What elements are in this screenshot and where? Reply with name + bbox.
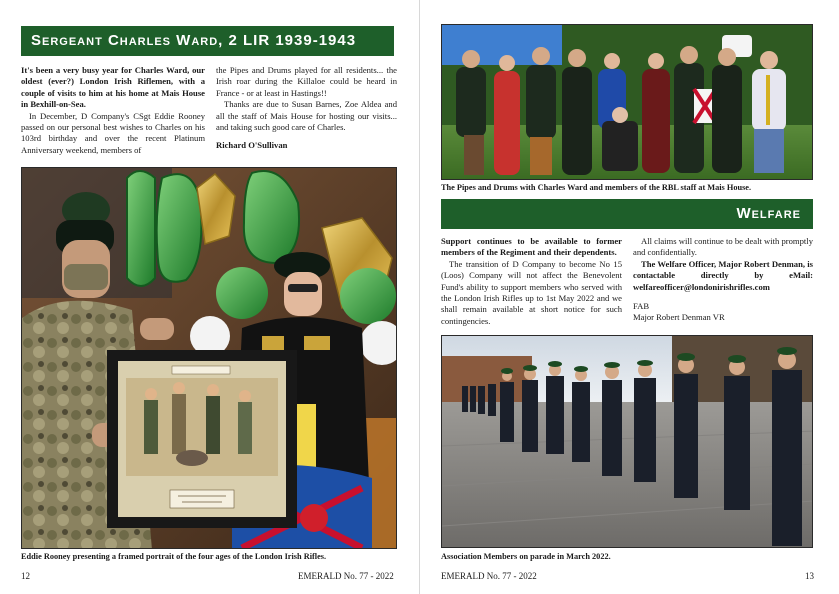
portrait-presentation-photo xyxy=(21,167,397,549)
left-page xyxy=(0,0,419,594)
article-column-2 xyxy=(216,65,397,152)
article-lead: It's been a very busy year for Charles Ward, our oldest (ever?) London Irish Riflemen, with a couple of visits to him at his home at Mais House in Bexhill-on-Sea. xyxy=(21,65,205,110)
article-title-banner xyxy=(21,26,394,56)
photo-illustration xyxy=(442,25,813,180)
article-signature: Richard O'Sullivan xyxy=(216,140,288,151)
article-paragraph-2: Thanks are due to Susan Barnes, Zoe Aldea and all the staff of Mais House for hosting our visits... and taking such good care of Charles. xyxy=(216,99,397,133)
welfare-title-banner xyxy=(441,199,813,229)
welfare-title: Welfare xyxy=(736,205,801,222)
welfare-paragraph-1: The transition of D Company to become No 15 (Loos) Company will not affect the Benevolent Fund's ability to support members who served with the London Irish Rifles up to 1st May 2022 and we shall remain available at short notice for such contingencies. xyxy=(441,258,622,326)
welfare-contact: The Welfare Officer, Major Robert Denman, is contactable directly by eMail: welfareofficer@londonirishrifles.com xyxy=(633,258,813,292)
left-page-number: 12 xyxy=(21,571,30,581)
welfare-sign-initials: FAB xyxy=(633,301,650,312)
welfare-lead: Support continues to be available to former members of the Regiment and their dependents. xyxy=(441,236,622,258)
photo-illustration xyxy=(22,168,397,549)
right-page xyxy=(420,0,839,594)
welfare-column-1 xyxy=(441,236,622,327)
welfare-paragraph-2: All claims will continue to be dealt with promptly and confidentially. xyxy=(633,236,813,258)
pipes-and-drums-caption: The Pipes and Drums with Charles Ward and members of the RBL staff at Mais House. xyxy=(441,183,752,192)
article-title: Sergeant Charles Ward, 2 LIR 1939-1943 xyxy=(31,32,357,49)
association-parade-photo xyxy=(441,335,813,548)
photo-illustration xyxy=(442,336,813,548)
welfare-sign-name: Major Robert Denman VR xyxy=(633,312,725,323)
association-parade-caption: Association Members on parade in March 2022. xyxy=(441,552,611,561)
article-paragraph-1-continued: the Pipes and Drums played for all residents... the Irish roar during the Killaloe could be heard in France - or at least in Hastings!! xyxy=(216,65,397,98)
right-page-publication: EMERALD No. 77 - 2022 xyxy=(441,571,537,581)
left-page-publication: EMERALD No. 77 - 2022 xyxy=(298,571,394,581)
article-paragraph-1: In December, D Company's CSgt Eddie Rooney passed on our personal best wishes to Charles on his 103rd birthday and over the recent Platinum Anniversary weekend, members of xyxy=(21,110,205,155)
portrait-photo-caption: Eddie Rooney presenting a framed portrait of the four ages of the London Irish Rifles. xyxy=(21,552,327,561)
welfare-column-2 xyxy=(633,236,813,324)
article-column-1 xyxy=(21,65,205,156)
pipes-and-drums-photo xyxy=(441,24,813,180)
right-page-number: 13 xyxy=(805,571,814,581)
